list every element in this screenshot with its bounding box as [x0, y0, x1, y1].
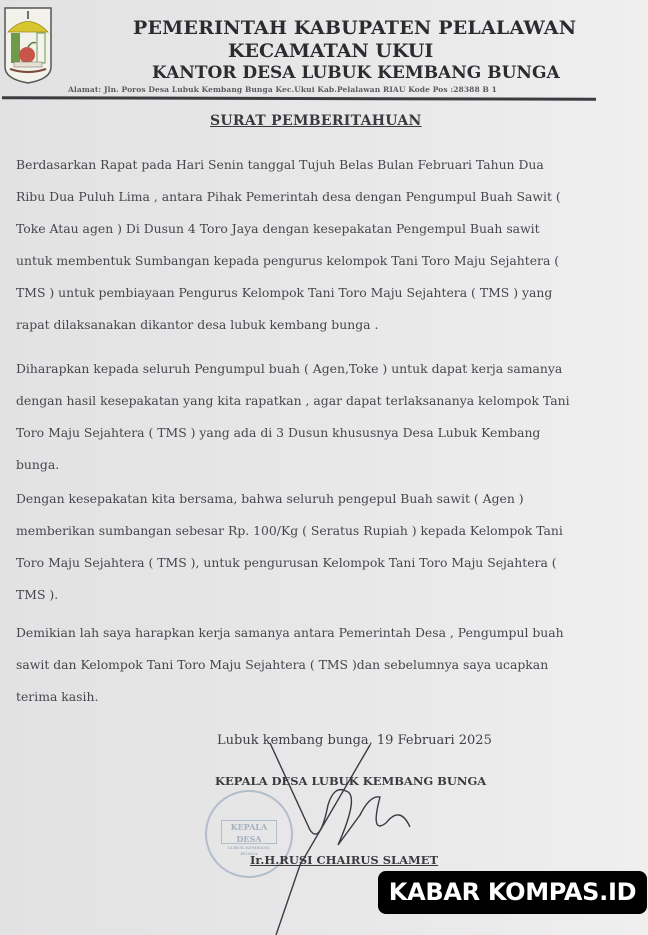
text-line: sawit dan Kelompok Tani Toro Maju Sejahtera ( TMS )dan sebelumnya saya ucapkan: [16, 657, 549, 672]
paragraph-meeting-basis: [16, 149, 616, 341]
text-line: bunga.: [16, 457, 60, 472]
regency-emblem-icon: [2, 5, 54, 85]
text-line: dengan hasil kesepakatan yang kita rapatkan , agar dapat terlaksananya kelompok Tani: [16, 393, 570, 408]
text-line: terima kasih.: [16, 689, 99, 704]
source-watermark: KABAR KOMPAS.ID: [378, 871, 647, 914]
letterhead-divider: [2, 96, 596, 101]
paragraph-agreement: [16, 483, 616, 611]
paragraph-request: [16, 353, 616, 481]
letterhead-address: Alamat: Jln. Poros Desa Lubuk Kembang Bunga Kec.Ukui Kab.Pelalawan RIAU Kode Pos :28388 B 1: [68, 85, 498, 94]
text-line: TMS ) untuk pembiayaan Pengurus Kelompok Tani Toro Maju Sejahtera ( TMS ) yang: [16, 285, 553, 300]
stamp-subtext: LUBUK KEMBANG BUNGA: [227, 845, 271, 856]
text-line: Dengan kesepakatan kita bersama, bahwa seluruh pengepul Buah sawit ( Agen ): [16, 491, 524, 506]
text-line: Berdasarkan Rapat pada Hari Senin tanggal Tujuh Belas Bulan Februari Tahun Dua: [16, 157, 544, 172]
document-title: SURAT PEMBERITAHUAN: [210, 113, 422, 129]
text-line: Demikian lah saya harapkan kerja samanya antara Pemerintah Desa , Pengumpul buah: [16, 625, 564, 640]
text-line: memberikan sumbangan sebesar Rp. 100/Kg ( Seratus Rupiah ) kepada Kelompok Tani: [16, 523, 563, 538]
text-line: Toro Maju Sejahtera ( TMS ), untuk pengurusan Kelompok Tani Toro Maju Sejahtera (: [16, 555, 557, 570]
text-line: rapat dilaksanakan dikantor desa lubuk kembang bunga .: [16, 317, 379, 332]
signatory-name: Ir.H.RUSI CHAIRUS SLAMET: [250, 853, 439, 867]
text-line: TMS ).: [16, 587, 59, 602]
letterhead-office: KANTOR DESA LUBUK KEMBANG BUNGA: [152, 63, 560, 83]
text-line: Toke Atau agen ) Di Dusun 4 Toro Jaya dengan kesepakatan Pengempul Buah sawit: [16, 221, 540, 236]
place-and-date: Lubuk kembang bunga, 19 Februari 2025: [217, 733, 492, 748]
text-line: Toro Maju Sejahtera ( TMS ) yang ada di 3 Dusun khususnya Desa Lubuk Kembang: [16, 425, 541, 440]
signatory-title: KEPALA DESA LUBUK KEMBANG BUNGA: [215, 774, 487, 788]
letterhead-district: KECAMATAN UKUI: [228, 40, 434, 62]
text-line: Diharapkan kepada seluruh Pengumpul buah ( Agen,Toke ) untuk dapat kerja samanya: [16, 361, 563, 376]
stamp-label: [221, 820, 277, 856]
paragraph-closing: [16, 617, 616, 713]
text-line: untuk membentuk Sumbangan kepada pengurus kelompok Tani Toro Maju Sejahtera (: [16, 253, 560, 268]
stamp-text: KEPALA DESA: [230, 822, 268, 844]
letterhead-regency: PEMERINTAH KABUPATEN PELALAWAN: [133, 17, 577, 39]
text-line: Ribu Dua Puluh Lima , antara Pihak Pemerintah desa dengan Pengumpul Buah Sawit (: [16, 189, 561, 204]
